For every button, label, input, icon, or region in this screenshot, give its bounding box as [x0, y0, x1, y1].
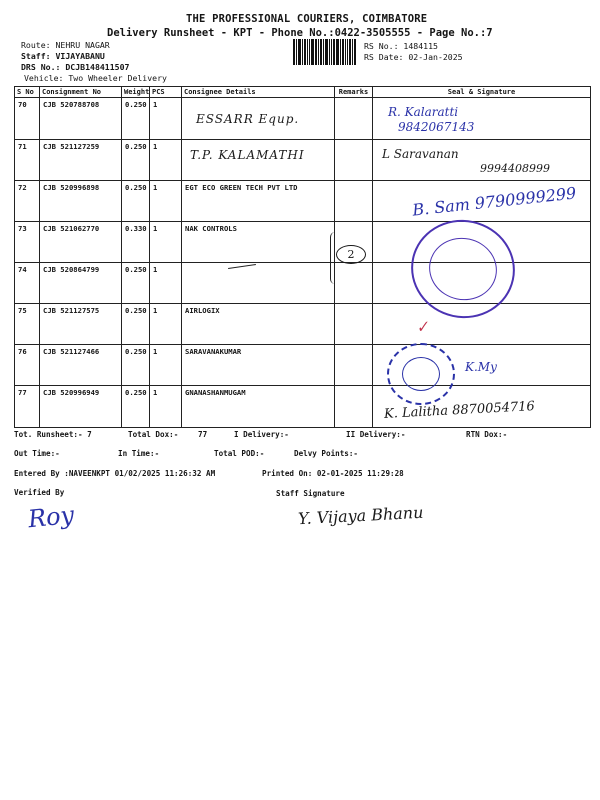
- cell-remarks: [335, 98, 373, 140]
- cell-remarks: [335, 345, 373, 386]
- route-label: Route: NEHRU NAGAR: [21, 40, 110, 50]
- cell-consignee: [182, 263, 335, 304]
- cell-consignee: NAK CONTROLS: [182, 222, 335, 263]
- staff-signature: Y. Vijaya Bhanu: [297, 502, 424, 529]
- barcode-image: [293, 39, 357, 65]
- total-pod: Total POD:-: [214, 449, 265, 458]
- cell-pcs: 1: [150, 263, 182, 304]
- cell-weight: 0.250: [122, 140, 150, 181]
- cell-consignment: CJB 520996898: [40, 181, 122, 222]
- col-header-consignment: Consignment No: [40, 87, 122, 98]
- rs-number: RS No.: 1484115: [364, 41, 438, 51]
- table-row: [15, 304, 591, 345]
- cell-pcs: 1: [150, 98, 182, 140]
- red-ink-mark: ✓: [414, 317, 431, 337]
- cell-remarks: [335, 181, 373, 222]
- cell-remarks: [335, 386, 373, 428]
- cell-consignment: CJB 521127466: [40, 345, 122, 386]
- delivery-stamp: [387, 343, 455, 405]
- vehicle-label: Vehicle: Two Wheeler Delivery: [24, 73, 167, 83]
- cell-consignment: CJB 520996949: [40, 386, 122, 428]
- circled-number: [336, 245, 366, 264]
- entered-by: Entered By :NAVEENKPT 01/02/2025 11:26:32 AM: [14, 469, 216, 478]
- cell-remarks: [335, 263, 373, 304]
- table-row: [15, 98, 591, 140]
- cell-consignee: GNANASHANMUGAM: [182, 386, 335, 428]
- handwritten-consignee-71: T.P. KALAMATHI: [190, 148, 305, 162]
- col-header-weight: Weight: [122, 87, 150, 98]
- cell-pcs: 1: [150, 140, 182, 181]
- cell-sno: 70: [15, 98, 40, 140]
- circled-number-text: 2: [347, 248, 355, 261]
- cell-weight: 0.250: [122, 304, 150, 345]
- col-header-remarks: Remarks: [335, 87, 373, 98]
- out-time: Out Time:-: [14, 449, 60, 458]
- company-title: THE PROFESSIONAL COURIERS, COIMBATORE: [186, 13, 428, 25]
- cell-consignment: CJB 521127259: [40, 140, 122, 181]
- drs-number: DRS No.: DCJB148411507: [21, 62, 130, 72]
- cell-consignee: SARAVANAKUMAR: [182, 345, 335, 386]
- cell-pcs: 1: [150, 304, 182, 345]
- table-header-row: [15, 87, 591, 98]
- verified-signature: Roy: [26, 500, 76, 534]
- cell-consignment: CJB 520788708: [40, 98, 122, 140]
- cell-pcs: 1: [150, 386, 182, 428]
- cell-consignment: CJB 521062770: [40, 222, 122, 263]
- col-header-consignee: Consignee Details: [182, 87, 335, 98]
- rtn-dox: RTN Dox:-: [466, 430, 508, 439]
- cell-sno: 76: [15, 345, 40, 386]
- cell-sno: 71: [15, 140, 40, 181]
- col-header-pcs: PCS: [150, 87, 182, 98]
- cell-consignment: CJB 521127575: [40, 304, 122, 345]
- brace-mark: [330, 232, 340, 284]
- cell-sno: 75: [15, 304, 40, 345]
- total-dox-label: Total Dox:-: [128, 430, 179, 439]
- cell-pcs: 1: [150, 181, 182, 222]
- cell-sno: 77: [15, 386, 40, 428]
- cell-remarks: [335, 140, 373, 181]
- cell-pcs: 1: [150, 345, 182, 386]
- cell-pcs: 1: [150, 222, 182, 263]
- signature-row-70: R. Kalaratti: [388, 105, 459, 119]
- cell-weight: 0.250: [122, 181, 150, 222]
- signature-row-71: L Saravanan: [382, 147, 459, 161]
- signature-row-77: K. Lalitha 8870054716: [383, 399, 536, 422]
- cell-remarks: [335, 304, 373, 345]
- ii-delivery: II Delivery:-: [346, 430, 406, 439]
- cell-weight: 0.250: [122, 345, 150, 386]
- printed-on: Printed On: 02-01-2025 11:29:28: [262, 469, 404, 478]
- cell-consignee: EGT ECO GREEN TECH PVT LTD: [182, 181, 335, 222]
- cell-weight: 0.250: [122, 98, 150, 140]
- cell-consignee: AIRLOGIX: [182, 304, 335, 345]
- cell-sno: 72: [15, 181, 40, 222]
- i-delivery: I Delivery:-: [234, 430, 289, 439]
- cell-weight: 0.250: [122, 386, 150, 428]
- handwritten-consignee-70: ESSARR Equp.: [196, 112, 300, 126]
- col-header-sno: S No: [15, 87, 40, 98]
- signature-row-72: B. Sam 9790999299: [411, 183, 578, 220]
- total-dox-value: 77: [198, 430, 208, 439]
- total-runsheet: Tot. Runsheet:- 7: [14, 430, 92, 439]
- signature-row-76: K.My: [465, 360, 497, 374]
- runsheet-subtitle: Delivery Runsheet - KPT - Phone No.:0422-3505555 - Page No.:7: [107, 27, 493, 39]
- phone-row-70: 9842067143: [398, 120, 475, 134]
- cell-sno: 73: [15, 222, 40, 263]
- staff-signature-label: Staff Signature: [276, 489, 345, 498]
- cell-sno: 74: [15, 263, 40, 304]
- phone-row-71: 9994408999: [480, 162, 550, 175]
- verified-by-label: Verified By: [14, 488, 65, 497]
- in-time: In Time:-: [118, 449, 160, 458]
- col-header-seal-signature: Seal & Signature: [373, 87, 591, 98]
- cell-weight: 0.330: [122, 222, 150, 263]
- cell-consignment: CJB 520864799: [40, 263, 122, 304]
- staff-label: Staff: VIJAYABANU: [21, 51, 105, 61]
- rs-date: RS Date: 02-Jan-2025: [364, 52, 463, 62]
- table-row: [15, 345, 591, 386]
- delvy-points: Delvy Points:-: [294, 449, 359, 458]
- cell-weight: 0.250: [122, 263, 150, 304]
